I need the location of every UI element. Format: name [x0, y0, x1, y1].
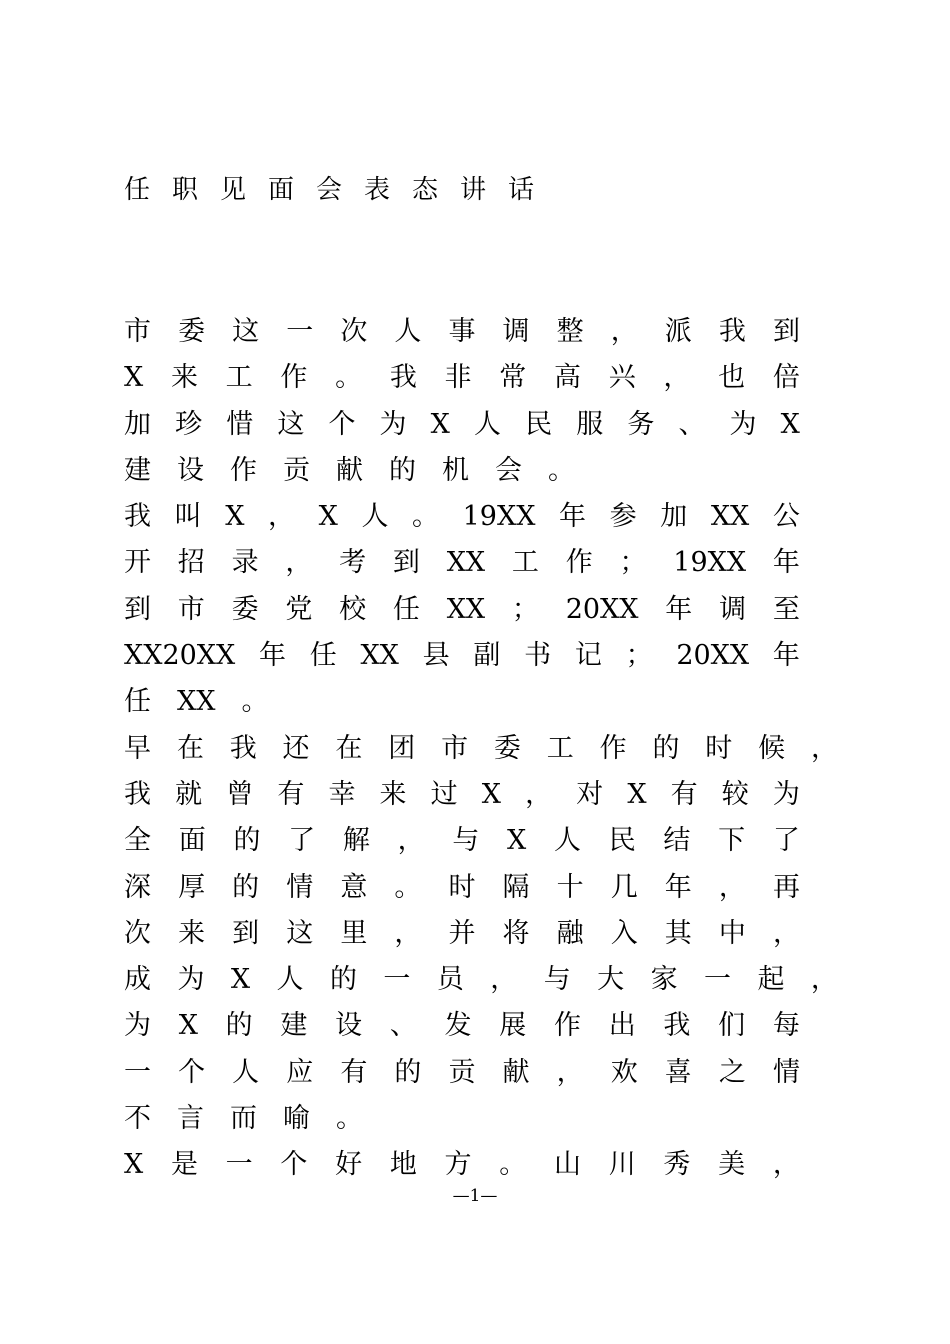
body-line: 为 X 的 建 设 、 发 展 作 出 我 们 每 — [124, 1010, 800, 1042]
body-line: 不 言 而 喻 。 — [124, 1103, 363, 1135]
body-line: XX20XX 年 任 XX 县 副 书 记 ； 20XX 年 — [124, 640, 800, 672]
body-line: 全 面 的 了 解 ， 与 X 人 民 结 下 了 — [124, 825, 800, 857]
body-line: 深 厚 的 情 意 。 时 隔 十 几 年 ， 再 — [124, 871, 800, 903]
body-line: 成 为 X 人 的 一 员 ， 与 大 家 一 起 ， — [124, 964, 838, 996]
body-line: 任 XX 。 — [124, 686, 269, 718]
body-line: X 是 一 个 好 地 方 。 山 川 秀 美 ， — [124, 1149, 800, 1181]
body-line: 开 招 录 ， 考 到 XX 工 作 ； 19XX 年 — [124, 547, 800, 579]
body-line: 建 设 作 贡 献 的 机 会 。 — [124, 454, 575, 486]
body-line: X 来 工 作 。 我 非 常 高 兴 ， 也 倍 — [124, 362, 800, 394]
body-line: 加 珍 惜 这 个 为 X 人 民 服 务 、 为 X — [124, 408, 800, 440]
document-title: 任职见面会表态讲话 — [124, 175, 557, 205]
body-line: 一 个 人 应 有 的 贡 献 ， 欢 喜 之 情 — [124, 1056, 800, 1088]
body-line: 我 叫 X ， X 人 。 19XX 年 参 加 XX 公 — [124, 501, 800, 533]
body-line: 次 来 到 这 里 ， 并 将 融 入 其 中 ， — [124, 917, 800, 949]
body-line: 到 市 委 党 校 任 XX ； 20XX 年 调 至 — [124, 593, 800, 625]
page-number: —1— — [452, 1186, 498, 1206]
body-line: 早 在 我 还 在 团 市 委 工 作 的 时 候 ， — [124, 732, 838, 764]
document-body — [124, 309, 844, 1189]
body-line: 市 委 这 一 次 人 事 调 整 ， 派 我 到 — [124, 316, 800, 347]
body-line: 我 就 曾 有 幸 来 过 X ， 对 X 有 较 为 — [124, 778, 800, 810]
